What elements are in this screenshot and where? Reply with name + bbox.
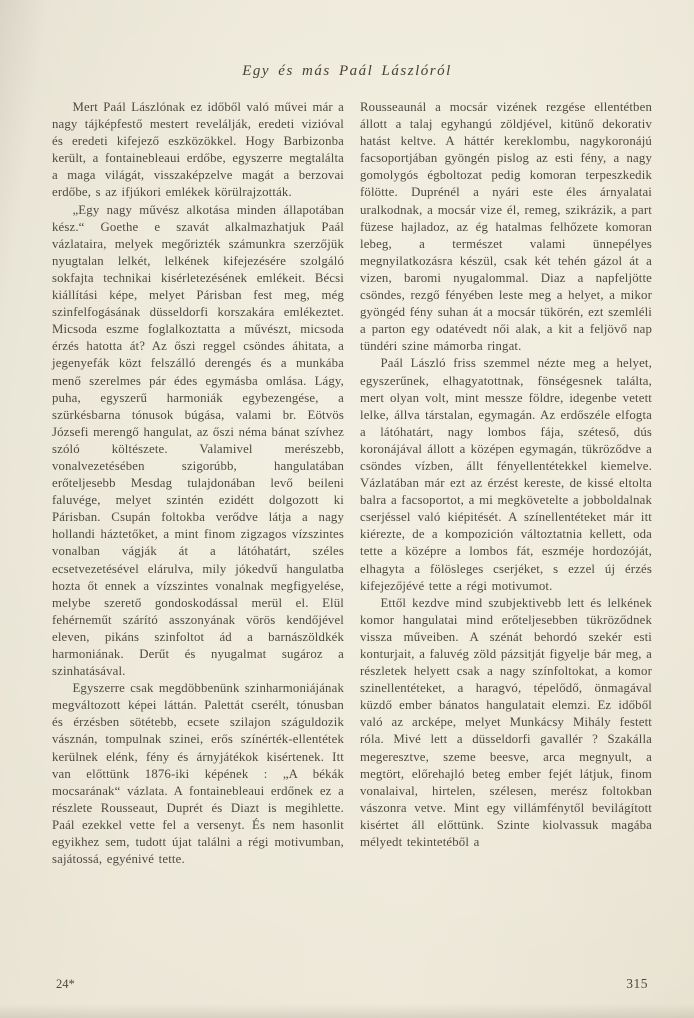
running-title: Egy és más Paál Lászlóról xyxy=(242,63,452,79)
paragraph: „Egy nagy művész alkotása minden állapotában kész.“ Goethe e szavát alkalmazhatjuk Paál vázlataira, melyek megőrizték számunkra szerzőjük nyugtalan lelkét, lelkének kifejezésére szolgáló sokfajta technikai kisérletezésének emlékeit. Bécsi kiállítási képe, melyet Párisban fest meg, még szinfelfogásának düsseldorfi korszakára emlékeztet. Micsoda eszme foglalkoztatta a művészt, micsoda érzés hatotta át? Az őszi reggel csöndes áhitata, a jegenyefák közt felszálló derengés és a munkába menő szerelmes pár édes egymásba omlása. Lágy, puha, egyszerű harmoniák egybezengése, a szürkésbarna tónusok búgása, valami br. Eötvös Józsefi merengő hangulat, az őszi néma bánat szívhez szóló költészete. Valamivel merészebb, vonalvezetésében szigorúbb, hangulatában erőteljesebb Mesdag tulajdonában levő beileni faluvége, melyet szintén ezidétt dolgozott ki Párisban. Csupán foltokba verődve látja a nagy hollandi háztetőket, a mint finom zigzagos vízszintes vonalban vágják át a látóhatárt, széles ecsetvezetésével elárulva, mily jókedvű hangulatba hozta őt ennek a vízszintes vonalnak megfigyelése, melybe szerető gondoskodással merül el. Elül fehérneműt szárító asszonyának vörös kendőjével eleven, pikáns szinfoltot ád a barnászöldkék harmoniának. Derűt és nyugalmat sugároz a szinhatásával. xyxy=(52,202,344,679)
text-columns xyxy=(52,99,652,868)
signature-mark: 24* xyxy=(56,977,75,991)
left-column xyxy=(52,99,344,868)
right-column xyxy=(360,99,652,868)
paragraph: Ettől kezdve mind szubjektivebb lett és lelkének komor hangulatai mind erőteljesebben tükröződnek vissza műveiben. A szénát behordó szekér esti konturjait, a faluvég zöld pázsitját figyelje bár meg, a részletek helyett csak a nagy színfoltokat, a komor szinellentéteket, a haragvó, tépelődő, önmagával küzdő ember bánatos hangulatait elemzi. Ez időből való az arcképe, melyet Munkácsy Mihály festett róla. Mivé lett a düsseldorfi gavallér ? Szakálla megeresztve, szeme beesve, arca megnyult, a megtört, előrehajló beteg ember fejét látjuk, finom vonalaival, hirtelen, szélesen, merész foltokban vászonra vetve. Mint egy villámfénytől bevilágított kisértet áll előttünk. Szinte kiolvassuk magába mélyedt tekintetéből a xyxy=(360,595,652,850)
paragraph: Mert Paál Lászlónak ez időből való művei már a nagy tájképfestő mestert revelálják, eredeti vizióval és eredeti kifejező eszközökkel. Hogy Barbizonba került, a fontainebleaui erdőbe, egyszerre megtalálta a maga világát, visszaképzelve magát a berzovai erdőbe, s az ifjúkori emlékek körülrajzották. xyxy=(52,100,344,200)
paragraph: Egyszerre csak megdöbbenünk szinharmoniájának megváltozott képei láttán. Palettát cserélt, tónusban és érzésben sötétebb, ecsete szilajon száguldozik vásznán, tompulnak szinei, erős színérték-ellentétek kerülnek elénk, fény és árnyjátékok kisértenek. Itt van előttünk 1876-iki képének : „A békák mocsarának“ vázlata. A fontainebleaui erdőnek ez a részlete Rousseaut, Duprét és Diazt is megihlette. Paál ezekkel vette fel a versenyt. És nem hasonlit egyikhez sem, tudott újat találni a régi motivumban, sajátossá, egyénivé tette. xyxy=(52,681,344,867)
page-number: 315 xyxy=(626,976,648,991)
paragraph: Paál László friss szemmel nézte meg a helyet, egyszerűnek, elhagyatottnak, fönségesnek találta, mert olyan volt, mint messze földre, idegenbe vetett lelke, állva társtalan, egymagán. Az erdőszéle elfogta a látóhatárt, nagy lombos fája, széteső, dús koronájával állott a középen egymagán, tükröződve a csöndes vízben, állt fényellentétekkel kiemelve. Vázlatában már ezt az érzést kereste, de kissé eltolta balra a facsoportot, a mi megkövetelte a jobboldalnak cserjéssel való kiépitését. A színellentéteket már itt kiérezte, de a kompozición változtatnia kellett, oda tette a középre a lombos fát, eszméje hordozóját, elhagyta a fölösleges cserjéket, s ezzel új érzés kifejezőjévé tette a régi motivumot. xyxy=(360,356,652,593)
paragraph: Rousseaunál a mocsár vizének rezgése ellentétben állott a talaj egyhangú zöldjével, kitünő dekorativ hatást keltve. A háttér kereklombu, nagykoronájú facsoportjában gyöngén pislog az esti fény, a nagy gomolygós égboltozat pedig komoran terpeszkedik fölötte. Duprénél a nyári este éles árnyalatai uralkodnak, a mocsár vize él, remeg, szikrázik, a part füzese hajladoz, az ég hatalmas felhőzete komoran lebeg, a természet valami ünnepélyes megnyilatkozásra készül, csak két tehén gázol át a vizen, baromi nyugalommal. Diaz a napfeljötte csöndes, rezgő fényében leste meg a helyet, a mikor gyöngéd fény suhan át a mocsár tükörén, ezt szemléli a parton egy odatévedt női alak, a kit a feljövő nap tündéri szine mámorba ringat. xyxy=(360,100,652,354)
